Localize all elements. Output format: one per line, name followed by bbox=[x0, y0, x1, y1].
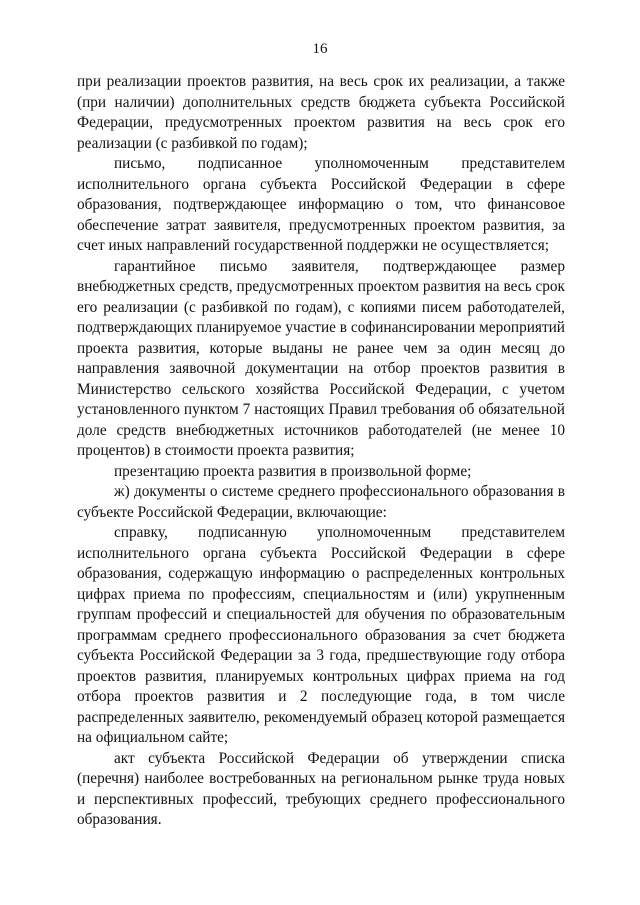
paragraph-2: письмо, подписанное уполномоченным представителем исполнительного органа субъекта Российской Федерации в сфере образования, подтверждающее информацию о том, что финансовое обеспечение затрат заявителя, предусмотренных проектом развития, за счет иных направлений государственной поддержки не осуществляется; bbox=[77, 155, 565, 254]
document-body bbox=[77, 72, 565, 831]
paragraph-1: при реализации проектов развития, на весь срок их реализации, а также (при наличии) дополнительных средств бюджета субъекта Российской Федерации, предусмотренных проектом развития на весь срок его реализации (с разбивкой по годам); bbox=[77, 73, 565, 152]
paragraph-6: справку, подписанную уполномоченным представителем исполнительного органа субъекта Российской Федерации в сфере образования, содержащую информацию о распределенных контрольных цифрах приема по профессиям, специальностям и (или) укрупненным группам профессий и специальностей для обучения по образовательным программам среднего профессионального образования за счет бюджета субъекта Российской Федерации за 3 года, предшествующие году отбора проектов развития, планируемых контрольных цифрах приема на год отбора проектов развития и 2 последующие года, в том числе распределенных заявителю, рекомендуемый образец которой размещается на официальном сайте; bbox=[77, 524, 565, 746]
paragraph-3: гарантийное письмо заявителя, подтверждающее размер внебюджетных средств, предусмотренных проектом развития на весь срок его реализации (с разбивкой по годам), с копиями писем работодателей, подтверждающих планируемое участие в софинансировании мероприятий проекта развития, которые выданы не ранее чем за один месяц до направления заявочной документации на отбор проектов развития в Министерство сельского хозяйства Российской Федерации, с учетом установленного пунктом 7 настоящих Правил требования об обязательной доле средств внебюджетных источников работодателей (не менее 10 процентов) в стоимости проекта развития; bbox=[77, 257, 565, 459]
paragraph-4: презентацию проекта развития в произвольной форме; bbox=[114, 462, 472, 480]
paragraph-7: акт субъекта Российской Федерации об утверждении списка (перечня) наиболее востребованных на региональном рынке труда новых и перспективных профессий, требующих среднего профессионального образования. bbox=[77, 749, 565, 828]
paragraph-5: ж) документы о системе среднего профессионального образования в субъекте Российской Федерации, включающие: bbox=[77, 483, 565, 521]
page-number: 16 bbox=[312, 41, 328, 57]
